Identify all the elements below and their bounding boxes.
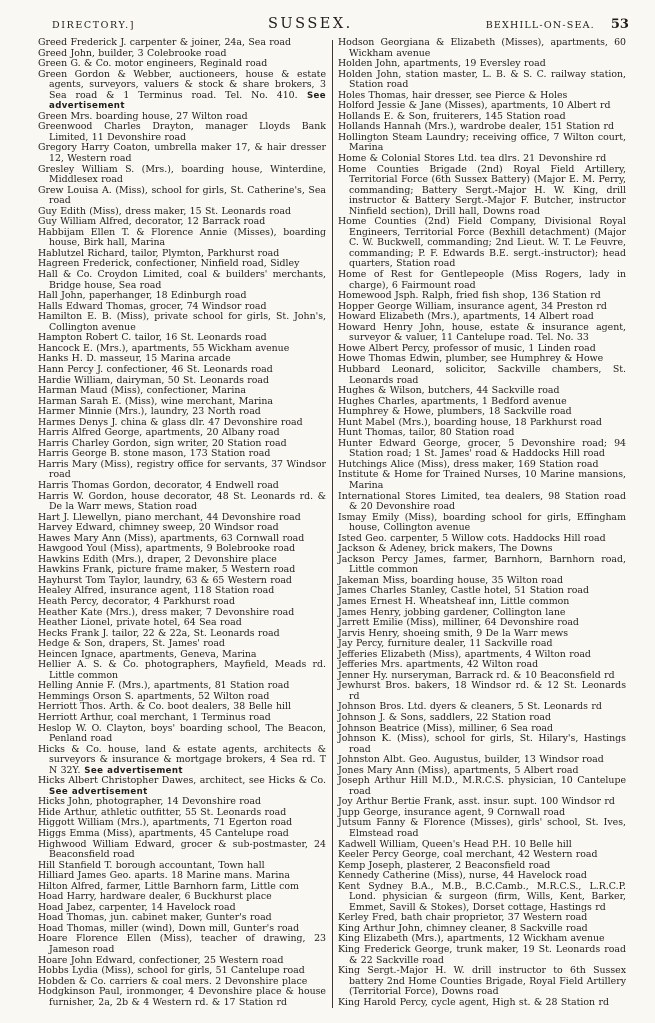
directory-entry: Jarvis Henry, shoeing smith, 9 De la Warr mews <box>338 627 569 639</box>
directory-entry: Hawgood Youl (Miss), apartments, 9 Bolebrooke road <box>38 543 296 555</box>
directory-entry: Hicks & Co. house, land & estate agents, architects & surveyors & insurance & mortgage brokers, 4 Sea rd. T N 32Y. See advertisement <box>38 743 326 776</box>
directory-entry: Hodson Georgiana & Elizabeth (Misses), apartments, 60 Wickham avenue <box>338 37 626 59</box>
directory-entry: Hedge & Son, drapers, St. James' road <box>38 638 225 650</box>
directory-entry: Hill Stanfield T. borough accountant, Town hall <box>38 859 265 871</box>
directory-entry: Harmer Minnie (Mrs.), laundry, 23 North road <box>38 406 261 418</box>
directory-entry: Homewood Jsph. Ralph, fried fish shop, 136 Station rd <box>338 290 601 302</box>
directory-entry: Hawkins Frank, picture frame maker, 5 Western road <box>38 564 296 576</box>
directory-entry: Hawes Mary Ann (Miss), apartments, 63 Cornwall road <box>38 532 305 544</box>
directory-entry: Jefferies Elizabeth (Miss), apartments, 4 Wilton road <box>338 648 591 660</box>
directory-entry: Kemp Joseph, plasterer, 2 Beaconsfield road <box>338 859 551 871</box>
directory-entry: Hoare Florence Ellen (Miss), teacher of drawing, 23 Jameson road <box>38 933 326 956</box>
directory-entry: Gregory Harry Coaton, umbrella maker 17, & hair dresser 12, Western road <box>38 142 326 165</box>
directory-entry: Harmes Denys J. china & glass dlr. 47 Devonshire road <box>38 416 303 428</box>
directory-entry: Home Counties Brigade (2nd) Royal Field Artillery, Territorial Force (6th Sussex Battery) (Major E. M. Perry, commanding; Battery Sergt.-Major H. W. King, drill instructor & Battery Sergt.-Major F. Butcher, instructor Ninfield section), Drill hall, Downs road <box>338 163 626 217</box>
header-place-name: BEXHILL-ON-SEA. <box>485 20 595 31</box>
directory-entry: Harvey Edward, chimney sweep, 20 Windsor road <box>38 522 279 534</box>
directory-entry: Hoad Jabez, carpenter, 14 Havelock road <box>38 901 236 913</box>
directory-entry: Greenwood Charles Drayton, manager Lloyds Bank Limited, 11 Devonshire road <box>38 121 326 143</box>
directory-entry: Johnston Albt. Geo. Augustus, builder, 13 Windsor road <box>338 754 604 766</box>
directory-entry: Hicks John, photographer, 14 Devonshire road <box>38 796 262 808</box>
directory-entry: Grew Louisa A. (Miss), school for girls, St. Catherine's, Sea road <box>38 184 326 207</box>
directory-entry: Hopper George William, insurance agent, 34 Preston rd <box>338 300 607 312</box>
directory-entry: King Frederick George, trunk maker, 19 St. Leonards road & 22 Sackville road <box>338 944 626 966</box>
directory-entry: Harman Sarah E. (Miss), wine merchant, Marina <box>38 395 273 407</box>
directory-entry: Hellier A. S. & Co. photographers, Mayfield, Meads rd. Little common <box>38 659 326 681</box>
directory-entry: Hunt Thomas, tailor, 80 Station road <box>338 427 515 439</box>
directory-entry: Hayhurst Tom Taylor, laundry, 63 & 65 Western road <box>38 574 292 586</box>
see-advertisement-note: See advertisement <box>49 90 326 112</box>
directory-entry: Humphrey & Howe, plumbers, 18 Sackville road <box>338 406 572 418</box>
directory-entry: Greed Frederick J. carpenter & joiner, 24a, Sea road <box>38 37 292 48</box>
directory-entry: Greed John, builder, 3 Colebrooke road <box>38 47 227 59</box>
directory-entry: Hall John, paperhanger, 18 Edinburgh road <box>38 290 247 302</box>
page-number: 53 <box>610 17 629 32</box>
directory-entry: Kerley Fred, bath chair proprietor, 37 Western road <box>338 912 588 924</box>
directory-entry: Herriott Thos. Arth. & Co. boot dealers, 38 Belle hill <box>38 701 291 713</box>
directory-entry: Heath Percy, decorator, 4 Parkhurst road <box>38 595 236 607</box>
column-divider <box>332 40 333 1008</box>
directory-entry: Harris George B. stone mason, 173 Station road <box>38 448 271 460</box>
directory-entry: Hodgkinson Paul, ironmonger, 4 Devonshire place & house furnisher, 2a, 2b & 4 Western rd. & 17 Station rd <box>38 986 326 1008</box>
directory-entry: Heincen Ignace, apartments, Geneva, Marina <box>38 648 257 660</box>
directory-entry: Howard Elizabeth (Mrs.), apartments, 14 Albert road <box>338 311 594 323</box>
see-advertisement-note: See advertisement <box>49 786 148 797</box>
directory-entry: Jewhurst Bros. bakers, 18 Windsor rd. & 12 St. Leonards rd <box>338 680 626 702</box>
directory-entry: Joseph Arthur Hill M.D., M.R.C.S. physician, 10 Cantelupe road <box>338 775 626 797</box>
directory-entry: Harris Thomas Gordon, decorator, 4 Endwell road <box>38 479 279 491</box>
directory-entry: Hancock E. (Mrs.), apartments, 55 Wickham avenue <box>38 342 290 354</box>
directory-entry: Jarrett Emilie (Miss), milliner, 64 Devonshire road <box>338 617 579 629</box>
directory-entry: Hoad Harry, hardware dealer, 6 Buckhurst place <box>38 891 272 903</box>
left-column <box>38 38 326 1008</box>
directory-entry: Jackson Percy James, farmer, Barnhorn, Barnhorn road, Little common <box>338 553 626 576</box>
directory-entry: Home of Rest for Gentlepeople (Miss Rogers, lady in charge), 6 Fairmount road <box>338 269 626 291</box>
directory-entry: Hoad Thomas, miller (wind), Down mill, Gunter's road <box>38 922 300 934</box>
directory-entry: Johnson J. & Sons, saddlers, 22 Station road <box>338 712 551 723</box>
directory-entry: James Henry, jobbing gardener, Collington lane <box>338 606 566 618</box>
directory-entry: Green G. & Co. motor engineers, Reginald road <box>38 58 268 70</box>
directory-entry: Hagreen Frederick, confectioner, Ninfield road, Sidley <box>38 258 300 270</box>
directory-entry: Hunt Mabel (Mrs.), boarding house, 18 Parkhurst road <box>338 416 602 428</box>
directory-entry: Keeler Percy George, coal merchant, 42 Western road <box>338 849 598 861</box>
header-directory-label: DIRECTORY.] <box>52 20 136 31</box>
directory-entry: Hughes & Wilson, butchers, 44 Sackville road <box>338 385 560 397</box>
directory-entry: Hemmings Orson S. apartments, 52 Wilton road <box>38 690 270 702</box>
directory-entry: James Charles Stanley, Castle hotel, 51 Station road <box>338 585 590 597</box>
directory-entry: Hughes Charles, apartments, 1 Bedford avenue <box>338 395 567 407</box>
directory-entry: Hobbs Lydia (Miss), school for girls, 51 Cantelupe road <box>38 965 305 977</box>
directory-entry: King Harold Percy, cycle agent, High st. & 28 Station rd <box>338 996 609 1008</box>
directory-entry: Jefferies Mrs. apartments, 42 Wilton road <box>338 659 539 671</box>
directory-entry: Healey Alfred, insurance agent, 118 Station road <box>38 585 275 597</box>
directory-entry: Hollington Steam Laundry; receiving office, 7 Wilton court, Marina <box>338 131 626 154</box>
directory-entry: Holford Jessie & Jane (Misses), apartments, 10 Albert rd <box>338 100 611 112</box>
directory-entry: Hilliard James Geo. aparts. 18 Marine mans. Marina <box>38 870 291 882</box>
directory-entry: Hanks H. D. masseur, 15 Marina arcade <box>38 353 231 365</box>
directory-entry: Jenner Hy. nurseryman, Barrack rd. & 10 Beaconsfield rd <box>338 669 615 681</box>
directory-entry: Gresley William S. (Mrs.), boarding house, Winterdine, Middlesex road <box>38 163 326 186</box>
directory-entry: Holden John, station master, L. B. & S. C. railway station, Station road <box>338 68 626 91</box>
directory-entry: Home Counties (2nd) Field Company, Divisional Royal Engineers, Territorial Force (Bexhill detachment) (Major C. W. Buckwell, commanding; 2nd Lieut. W. T. Le Feuvre, commanding; P. F. Edwards B.E. sergt.-instructor); head quarters, Station road <box>338 216 626 270</box>
directory-entry: Johnson Beatrice (Miss), milliner, 6 Sea road <box>338 722 553 734</box>
directory-entry: Ismay Emily (Miss), boarding school for girls, Effingham house, Collington avenue <box>338 511 626 534</box>
directory-entry: Herriott Arthur, coal merchant, 1 Terminus road <box>38 712 271 723</box>
directory-entry: Jackson & Adeney, brick makers, The Downs <box>338 543 553 555</box>
directory-entry: Guy William Alfred, decorator, 12 Barrack road <box>38 216 266 228</box>
directory-entry: Higgott William (Mrs.), apartments, 71 Egerton road <box>38 817 293 829</box>
directory-entry: Hampton Robert C. tailor, 16 St. Leonards road <box>38 332 267 344</box>
directory-entry: Jay Percy, furniture dealer, 11 Sackville road <box>338 638 553 650</box>
directory-entry: Hablutzel Richard, tailor, Plymton, Parkhurst road <box>38 247 280 259</box>
directory-entry: Hoad Thomas, jun. cabinet maker, Gunter's road <box>38 912 272 924</box>
directory-entry: Hollands Hannah (Mrs.), wardrobe dealer, 151 Station rd <box>338 121 615 133</box>
directory-entry: Jakeman Miss, boarding house, 35 Wilton road <box>338 574 563 586</box>
directory-entry: Heather Lionel, private hotel, 64 Sea road <box>38 617 242 629</box>
see-advertisement-note: See advertisement <box>80 765 183 776</box>
directory-entry: Harman Maud (Miss), confectioner, Marina <box>38 385 246 397</box>
directory-entry: Jutsum Fanny & Florence (Misses), girls' school, St. Ives, Elmstead road <box>338 817 626 840</box>
directory-entry: Heslop W. O. Clayton, boys' boarding school, The Beacon, Penland road <box>38 722 326 745</box>
directory-entry: Hide Arthur, athletic outfitter, 55 St. Leonards road <box>38 806 287 818</box>
right-column <box>338 38 626 1008</box>
directory-entry: Hann Percy J. confectioner, 46 St. Leonards road <box>38 363 273 375</box>
directory-entry: Johnson Bros. Ltd. dyers & cleaners, 5 St. Leonards rd <box>338 701 602 713</box>
directory-entry: Johnson K. (Miss), school for girls, St. Hilary's, Hastings road <box>338 733 626 755</box>
directory-entry: Jones Mary Ann (Miss), apartments, 5 Albert road <box>338 764 579 776</box>
directory-entry: Hart J. Llewellyn, piano merchant, 44 Devonshire road <box>38 511 301 523</box>
directory-entry: Higgs Emma (Miss), apartments, 45 Cantelupe road <box>38 828 289 840</box>
directory-entry: Hall & Co. Croydon Limited, coal & builders' merchants, Bridge house, Sea road <box>38 269 326 291</box>
directory-entry: King Elizabeth (Mrs.), apartments, 12 Wickham avenue <box>338 933 605 945</box>
directory-entry: Kent Sydney B.A., M.B., B.C.Camb., M.R.C.S., L.R.C.P. Lond. physician & surgeon (firm, Wills, Kent, Barker, Emmet, Savill & Stokes), Dorset cottage, Hastings rd <box>338 880 626 913</box>
directory-columns <box>38 38 639 1008</box>
directory-entry: Isted Geo. carpenter, 5 Willow cots. Haddocks Hill road <box>338 532 606 544</box>
page-header <box>38 12 639 38</box>
directory-entry: Hobden & Co. carriers & coal mers. 2 Devonshire place <box>38 975 308 987</box>
directory-entry: Kadwell William, Queen's Head P.H. 10 Belle hill <box>338 838 572 850</box>
directory-entry: Harris Charley Gordon, sign writer, 20 Station road <box>38 437 287 449</box>
directory-entry: King Sergt.-Major H. W. drill instructor to 6th Sussex battery 2nd Home Counties Brigade, Royal Field Artillery (Territorial Force), Downs road <box>338 965 626 998</box>
directory-entry: Hubbard Leonard, solicitor, Sackville chambers, St. Leonards road <box>338 363 626 386</box>
directory-entry: Home & Colonial Stores Ltd. tea dlrs. 21 Devonshire rd <box>338 153 607 165</box>
directory-entry: International Stores Limited, tea dealers, 98 Station road & 20 Devonshire road <box>338 490 626 513</box>
directory-entry: Howe Thomas Edwin, plumber, see Humphrey & Howe <box>338 353 604 365</box>
directory-entry: Hardie William, dairyman, 50 St. Leonards road <box>38 374 270 386</box>
directory-entry: James Ernest H. Wheatsheaf inn, Little common <box>338 595 570 607</box>
directory-entry: Hunter Edward George, grocer, 5 Devonshire road; 94 Station road; 1 St. James' road & Haddocks Hill road <box>338 437 626 460</box>
directory-entry: Harris Alfred George, apartments, 20 Albany road <box>38 427 280 439</box>
directory-entry: Holes Thomas, hair dresser, see Pierce & Holes <box>338 89 568 101</box>
header-place-label <box>486 17 629 32</box>
directory-entry: Harris W. Gordon, house decorator, 48 St. Leonards rd. & De la Warr mews, Station road <box>38 490 326 513</box>
directory-entry: Habbijam Ellen T. & Florence Annie (Misses), boarding house, Birk hall, Marina <box>38 226 326 249</box>
directory-entry: Hilton Alfred, farmer, Little Barnhorn farm, Little com <box>38 880 299 892</box>
directory-entry: Kennedy Catherine (Miss), nurse, 44 Havelock road <box>338 870 587 882</box>
directory-entry: Heather Kate (Mrs.), dress maker, 7 Devonshire road <box>38 606 295 618</box>
directory-entry: Joy Arthur Bertie Frank, asst. insur. supt. 100 Windsor rd <box>338 796 615 808</box>
directory-entry: Green Gordon & Webber, auctioneers, house & estate agents, surveyors, valuers & stock & share brokers, 3 Sea road & 1 Terminus road. Tel. No. 410. See advertisement <box>38 68 326 112</box>
directory-entry: Hecks Frank J. tailor, 22 & 22a, St. Leonards road <box>38 627 280 639</box>
directory-entry: Holden John, apartments, 19 Eversley road <box>338 58 546 70</box>
directory-entry: Hicks Albert Christopher Dawes, architect, see Hicks & Co. See advertisement <box>38 775 326 797</box>
directory-entry: Helling Annie F. (Mrs.), apartments, 81 Station road <box>38 680 290 692</box>
directory-entry: Howe Albert Percy, professor of music, 1 Linden road <box>338 342 596 354</box>
directory-entry: Hutchings Alice (Miss), dress maker, 169 Station road <box>338 458 599 470</box>
header-county-title: SUSSEX. <box>268 16 353 32</box>
directory-entry: Halls Edward Thomas, grocer, 74 Windsor road <box>38 300 267 312</box>
directory-entry: Jupp George, insurance agent, 9 Cornwall road <box>338 806 566 818</box>
directory-entry: Hoare John Edward, confectioner, 25 Western road <box>38 954 284 966</box>
directory-entry: Hamilton E. B. (Miss), private school for girls, St. John's, Collington avenue <box>38 311 326 333</box>
directory-entry: Howard Henry John, house, estate & insurance agent, surveyor & valuer, 11 Cantelupe road. Tel. No. 33 <box>338 321 626 344</box>
directory-entry: Highwood William Edward, grocer & sub-postmaster, 24 Beaconsfield road <box>38 838 326 861</box>
directory-entry: Harris Mary (Miss), registry office for servants, 37 Windsor road <box>38 458 326 481</box>
directory-entry: Hollands E. & Son, fruiterers, 145 Station road <box>338 110 566 122</box>
directory-entry: Green Mrs. boarding house, 27 Wilton road <box>38 110 248 122</box>
directory-entry: Guy Edith (Miss), dress maker, 15 St. Leonards road <box>38 205 291 217</box>
directory-entry: Hawkins Edith (Mrs.), draper, 2 Devonshire place <box>38 553 277 565</box>
directory-entry: Institute & Home for Trained Nurses, 10 Marine mansions, Marina <box>338 469 626 491</box>
directory-entry: King Arthur John, chimney cleaner, 8 Sackville road <box>338 922 588 934</box>
